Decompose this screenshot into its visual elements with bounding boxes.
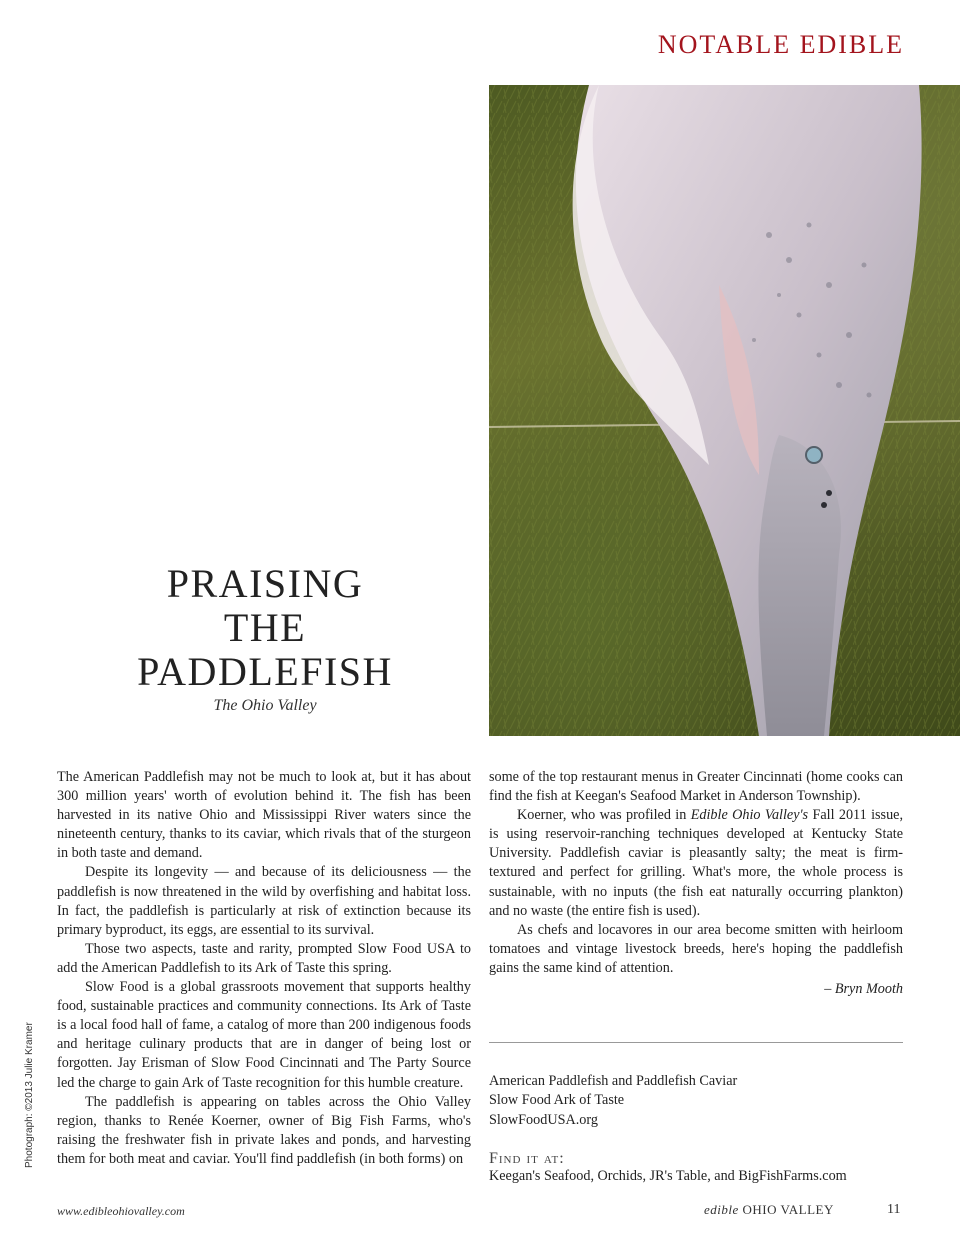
paragraph: Those two aspects, taste and rarity, prompted Slow Food USA to add the American Paddlefish to its Ark of Taste this spring. xyxy=(57,940,471,976)
title-line: PRAISING xyxy=(166,561,364,606)
paddlefish-photo xyxy=(489,85,960,736)
info-line: American Paddlefish and Paddlefish Caviar xyxy=(489,1073,738,1089)
divider xyxy=(489,1042,903,1043)
paragraph: Despite its longevity — and because of its deliciousness — the paddlefish is now threatened in the wild by overfishing and habitat loss. In fact, the paddlefish is particularly at risk of extinction because its primary byproduct, its eggs, are essential to its survival. xyxy=(57,864,471,938)
section-label: NOTABLE EDIBLE xyxy=(657,30,904,59)
paragraph: some of the top restaurant menus in Greater Cincinnati (home cooks can find the fish at Keegan's Seafood Market in Anderson Township). xyxy=(489,769,903,805)
article-subtitle: The Ohio Valley xyxy=(213,697,317,714)
paragraph: As chefs and locavores in our area become smitten with heirloom tomatoes and vintage livestock breeds, here's hoping the paddlefish gains the same kind of attention. xyxy=(489,921,903,976)
page-number: 11 xyxy=(887,1202,901,1217)
paragraph xyxy=(489,806,903,921)
footer-url: www.edibleohiovalley.com xyxy=(57,1204,185,1218)
info-box xyxy=(489,1072,903,1130)
magazine-brand: edible xyxy=(704,1202,739,1217)
footer-magazine-name xyxy=(704,1202,834,1218)
title-line: THE xyxy=(223,605,307,650)
article-title xyxy=(110,562,420,694)
paragraph: Slow Food is a global grassroots movement that supports healthy food, sustainable practices and community connections. Its Ark of Taste is a local food hall of fame, a catalog of more than 200 indigenous foods and heritage culinary products that are in danger of being lost or forgotten. Jay Erisman of Slow Food Cincinnati and The Party Source led the charge to gain Ark of Taste recognition for this humble creature. xyxy=(57,979,471,1091)
magazine-reference: Edible Ohio Valley's xyxy=(690,807,809,824)
title-line: PADDLEFISH xyxy=(137,649,393,694)
info-line: Slow Food Ark of Taste xyxy=(489,1092,625,1109)
magazine-region: OHIO VALLEY xyxy=(738,1202,834,1217)
paragraph-text: Koerner, who was profiled in xyxy=(517,807,691,824)
article-column-right xyxy=(489,768,903,999)
author-byline: – Bryn Mooth xyxy=(824,981,903,998)
info-line: SlowFoodUSA.org xyxy=(489,1111,598,1128)
paragraph: The American Paddlefish may not be much to look at, but it has about 300 million years' worth of evolution behind it. The fish has been harvested in its native Ohio and Mississippi River waters since the nineteenth century, thanks to its caviar, which rivals that of the sturgeon in both taste and demand. xyxy=(57,769,471,862)
paddlefish-illustration xyxy=(489,85,960,736)
article-column-left xyxy=(57,768,471,1169)
paragraph: The paddlefish is appearing on tables across the Ohio Valley region, thanks to Renée Koerner, owner of Big Fish Farms, who's raising the freshwater fish in private lakes and ponds, and harvesting them for both meat and caviar. You'll find paddlefish (in both forms) on xyxy=(57,1093,471,1167)
photo-credit: Photograph: ©2013 Julie Kramer xyxy=(24,1022,35,1168)
find-it-heading: Find it at: xyxy=(489,1150,565,1167)
paragraph-text: Fall 2011 issue, is using reservoir-ranching techniques developed at Kentucky State University. Paddlefish caviar is pleasantly salty; the meat is firm-textured and perfect for grilling. What's more, the whole process is sustainable, with no inputs (the fish eat naturally occurring plankton) and no waste (the entire fish is used). xyxy=(489,807,904,919)
find-it-locations: Keegan's Seafood, Orchids, JR's Table, and BigFishFarms.com xyxy=(489,1168,847,1184)
